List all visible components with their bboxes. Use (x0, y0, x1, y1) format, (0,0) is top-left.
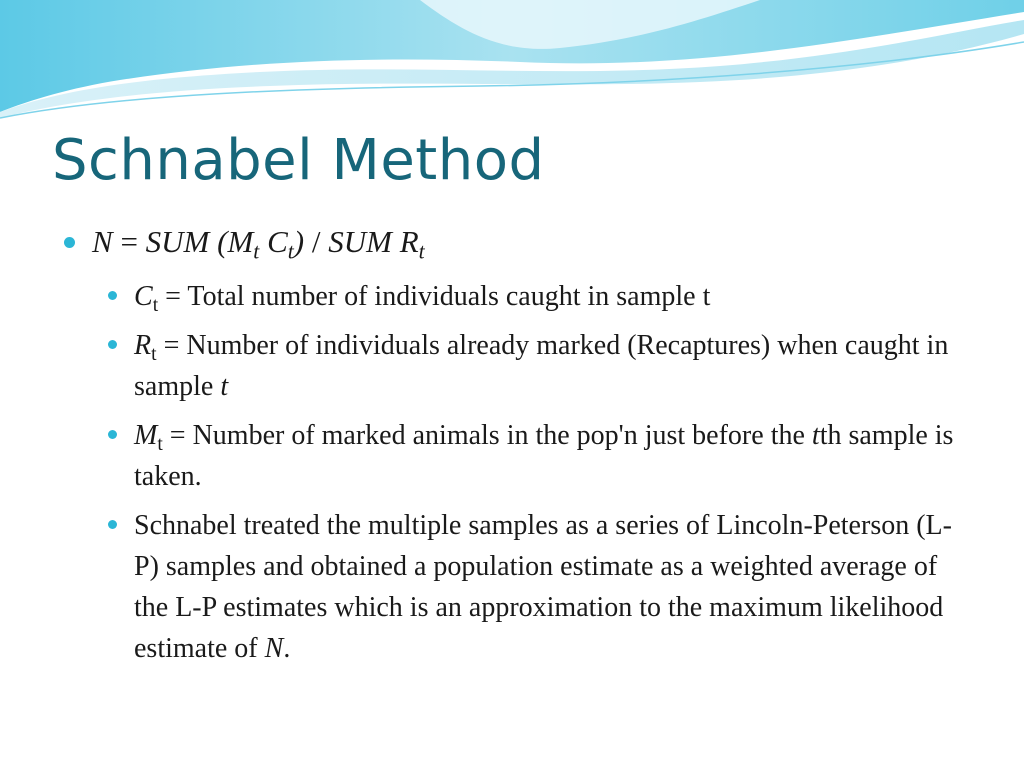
def-subscript: t (157, 433, 163, 455)
definition-mt (134, 415, 974, 497)
note-italic-n: N (264, 633, 284, 664)
formula-sum1: SUM ( (145, 224, 228, 259)
definition-ct (134, 276, 974, 317)
header-wave-decoration (0, 0, 1024, 130)
formula-sum2: SUM R (328, 224, 419, 259)
formula-close: ) (293, 224, 305, 259)
note-tail: . (283, 633, 291, 664)
def-tail: th sample is taken. (134, 420, 954, 492)
formula-c: C (259, 224, 288, 259)
def-italic-tail: t (811, 420, 820, 451)
def-subscript: t (151, 343, 157, 365)
bullet-marker (108, 340, 117, 349)
formula-c-sub: t (287, 239, 294, 264)
definition-rt (134, 325, 974, 407)
formula-eq: = (112, 224, 146, 259)
slide-title: Schnabel Method (52, 128, 545, 193)
def-symbol: C (134, 281, 153, 312)
def-symbol: M (134, 420, 158, 451)
def-italic-tail: t (220, 371, 229, 402)
bullet-marker (108, 430, 117, 439)
formula-slash: / (304, 224, 329, 259)
bullet-marker (108, 520, 117, 529)
def-symbol: R (134, 330, 152, 361)
formula-r-sub: t (418, 239, 425, 264)
formula-m: M (227, 224, 254, 259)
schnabel-note (134, 505, 974, 669)
formula-bullet (62, 222, 982, 262)
note-text: Schnabel treated the multiple samples as a series of Lincoln-Peterson (L-P) samples and obtained a population estimate as a weighted average of the L-P estimates which is an approximation to the maximum likelihood estimate of (134, 510, 952, 664)
bullet-marker (64, 237, 75, 248)
def-text: = Number of marked animals in the pop'n just before the (162, 420, 812, 451)
slide-body (62, 222, 982, 677)
formula-m-sub: t (253, 239, 260, 264)
def-subscript: t (152, 294, 159, 316)
def-text: = Number of individuals already marked (Recaptures) when caught in sample (134, 330, 949, 402)
bullet-marker (108, 291, 117, 300)
formula-n: N (92, 224, 113, 259)
def-text: = Total number of individuals caught in sample t (158, 281, 711, 312)
